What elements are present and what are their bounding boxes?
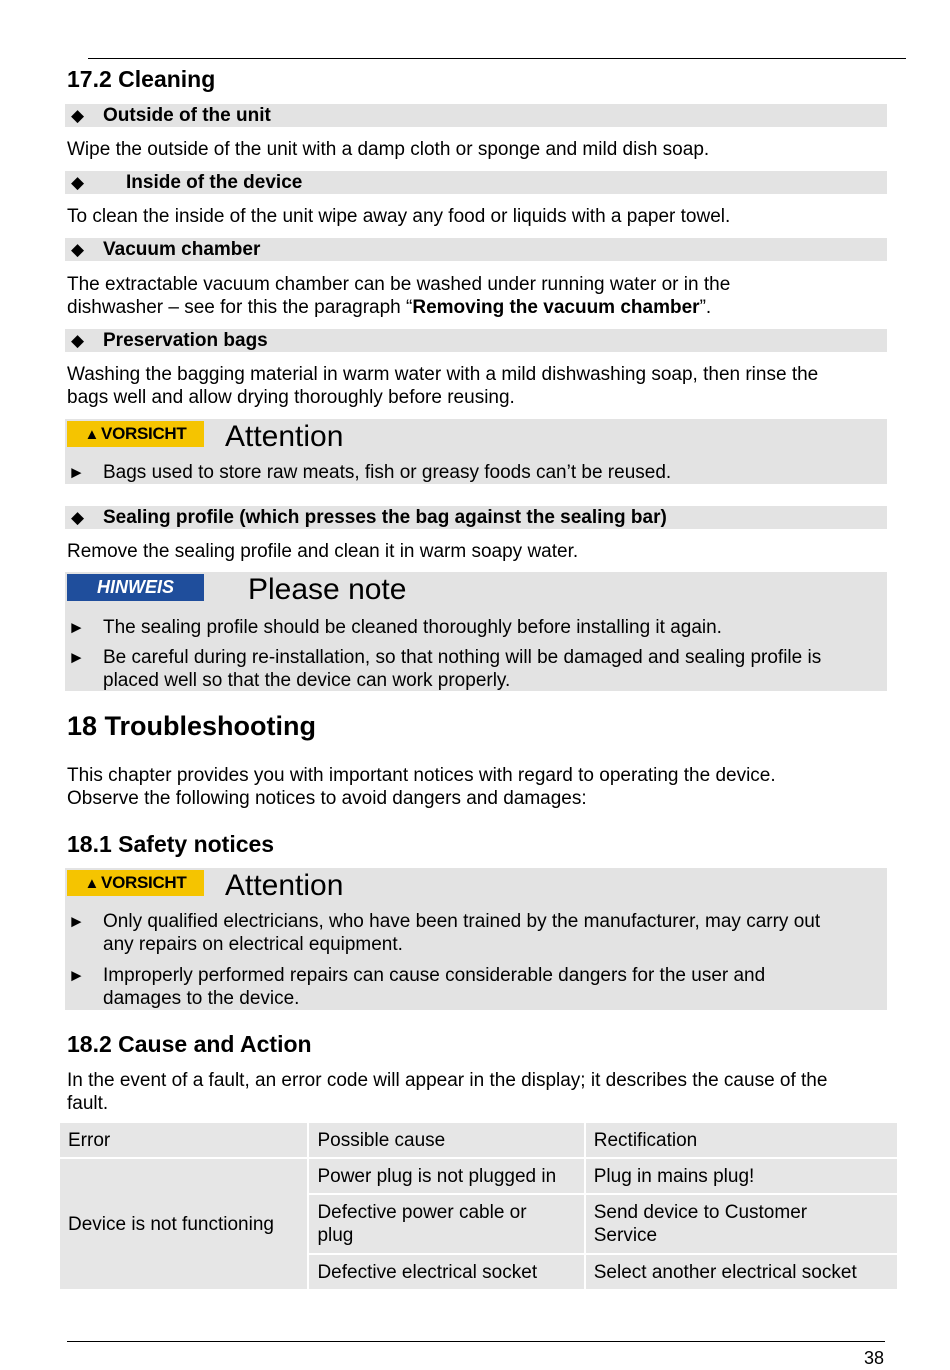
paragraph-bags xyxy=(67,363,887,409)
paragraph-sealing: Remove the sealing profile and clean it in warm soapy water. xyxy=(67,541,579,562)
bullet-line: damages to the device. xyxy=(103,988,300,1009)
bullet-text xyxy=(103,910,878,956)
paragraph-line: Washing the bagging material in warm water with a mild dishwashing soap, then rinse the xyxy=(67,364,819,385)
table-row xyxy=(59,1158,898,1194)
table-header-row xyxy=(59,1122,898,1158)
arrow-bullet-icon: ► xyxy=(68,463,85,482)
notice-title: Please note xyxy=(248,573,407,606)
bullet-line: placed well so that the device can work properly. xyxy=(103,670,511,691)
bullet-text: The sealing profile should be cleaned thoroughly before installing it again. xyxy=(103,617,722,638)
paragraph-outside: Wipe the outside of the unit with a damp cloth or sponge and mild dish soap. xyxy=(67,139,710,160)
bullet-line: Only qualified electricians, who have been trained by the manufacturer, may carry out xyxy=(103,911,821,932)
table-header-cell: Error xyxy=(59,1122,308,1158)
table-cell-action xyxy=(585,1194,898,1254)
paragraph-inside: To clean the inside of the unit wipe away any food or liquids with a paper towel. xyxy=(67,206,731,227)
cell-line: plug xyxy=(317,1225,354,1246)
warning-triangle-icon: ▲ xyxy=(84,426,100,443)
bullet-text: Bags used to store raw meats, fish or greasy foods can’t be reused. xyxy=(103,462,672,483)
table-cell-cause xyxy=(308,1194,584,1254)
please-note-notice xyxy=(65,572,887,691)
diamond-bullet-icon: ◆ xyxy=(71,240,85,259)
subheading-bar-outside xyxy=(65,104,887,127)
paragraph-troubleshooting-intro xyxy=(67,764,887,810)
paragraph-line: This chapter provides you with important notices with regard to operating the device. xyxy=(67,765,776,786)
page-number: 38 xyxy=(863,1348,884,1368)
vorsicht-badge xyxy=(67,421,204,447)
arrow-bullet-icon: ► xyxy=(68,912,85,931)
section-18-heading: 18 Troubleshooting xyxy=(67,711,317,741)
bold-reference: Removing the vacuum chamber xyxy=(412,297,700,318)
subheading-bar-inside xyxy=(65,171,887,194)
text-run: dishwasher – see for this the paragraph “ xyxy=(67,297,413,318)
header-rule xyxy=(88,58,906,59)
hinweis-badge: HINWEIS xyxy=(67,574,204,601)
notice-title: Attention xyxy=(225,869,344,902)
cell-line: Service xyxy=(593,1225,658,1246)
badge-label: VORSICHT xyxy=(101,873,187,892)
table-header-cell: Possible cause xyxy=(308,1122,584,1158)
paragraph-line: Observe the following notices to avoid dangers and damages: xyxy=(67,788,587,809)
bullet-line: any repairs on electrical equipment. xyxy=(103,934,403,955)
warning-triangle-icon: ▲ xyxy=(84,875,100,892)
paragraph-vacuum xyxy=(67,273,887,319)
bullet-text xyxy=(103,964,878,1010)
table-cell-action: Plug in mains plug! xyxy=(585,1158,898,1194)
notice-title: Attention xyxy=(225,420,344,453)
section-18-1-heading: 18.1 Safety notices xyxy=(67,831,275,857)
subheading-label: Preservation bags xyxy=(103,330,268,351)
fault-table xyxy=(58,1121,899,1291)
table-cell-cause: Defective electrical socket xyxy=(308,1254,584,1290)
table-cell-cause: Power plug is not plugged in xyxy=(308,1158,584,1194)
attention-notice xyxy=(65,419,887,484)
arrow-bullet-icon: ► xyxy=(68,618,85,637)
subheading-bar-vacuum xyxy=(65,238,887,261)
cell-line: Defective power cable or xyxy=(317,1202,527,1223)
cell-line: Send device to Customer xyxy=(593,1202,808,1223)
table-header-cell: Rectification xyxy=(585,1122,898,1158)
bullet-text xyxy=(103,646,878,692)
section-18-2-heading: 18.2 Cause and Action xyxy=(67,1031,312,1057)
section-17-2-heading: 17.2 Cleaning xyxy=(67,66,216,92)
attention-notice xyxy=(65,868,887,1010)
diamond-bullet-icon: ◆ xyxy=(71,106,85,125)
subheading-label: Sealing profile (which presses the bag against the sealing bar) xyxy=(103,507,667,528)
subheading-bar-bags xyxy=(65,329,887,352)
bullet-line: Be careful during re-installation, so that nothing will be damaged and sealing profile is xyxy=(103,647,822,668)
bullet-line: Improperly performed repairs can cause considerable dangers for the user and xyxy=(103,965,766,986)
paragraph-line: bags well and allow drying thoroughly before reusing. xyxy=(67,387,515,408)
subheading-bar-sealing xyxy=(65,506,887,529)
diamond-bullet-icon: ◆ xyxy=(71,331,85,350)
diamond-bullet-icon: ◆ xyxy=(71,173,85,192)
vorsicht-badge xyxy=(67,870,204,896)
paragraph-cause-intro xyxy=(67,1069,887,1115)
paragraph-line: fault. xyxy=(67,1093,109,1114)
subheading-label: Inside of the device xyxy=(126,172,303,193)
arrow-bullet-icon: ► xyxy=(68,648,85,667)
arrow-bullet-icon: ► xyxy=(68,966,85,985)
subheading-label: Vacuum chamber xyxy=(103,239,261,260)
badge-label: VORSICHT xyxy=(101,424,187,443)
table-cell-error: Device is not functioning xyxy=(59,1158,308,1290)
table-cell-action: Select another electrical socket xyxy=(585,1254,898,1290)
paragraph-line: In the event of a fault, an error code will appear in the display; it describes the cause of the xyxy=(67,1070,828,1091)
paragraph-line: The extractable vacuum chamber can be washed under running water or in the xyxy=(67,274,731,295)
paragraph-line xyxy=(67,296,887,319)
footer-rule xyxy=(67,1341,885,1342)
diamond-bullet-icon: ◆ xyxy=(71,508,85,527)
text-run: ”. xyxy=(699,297,712,318)
subheading-label: Outside of the unit xyxy=(103,105,271,126)
